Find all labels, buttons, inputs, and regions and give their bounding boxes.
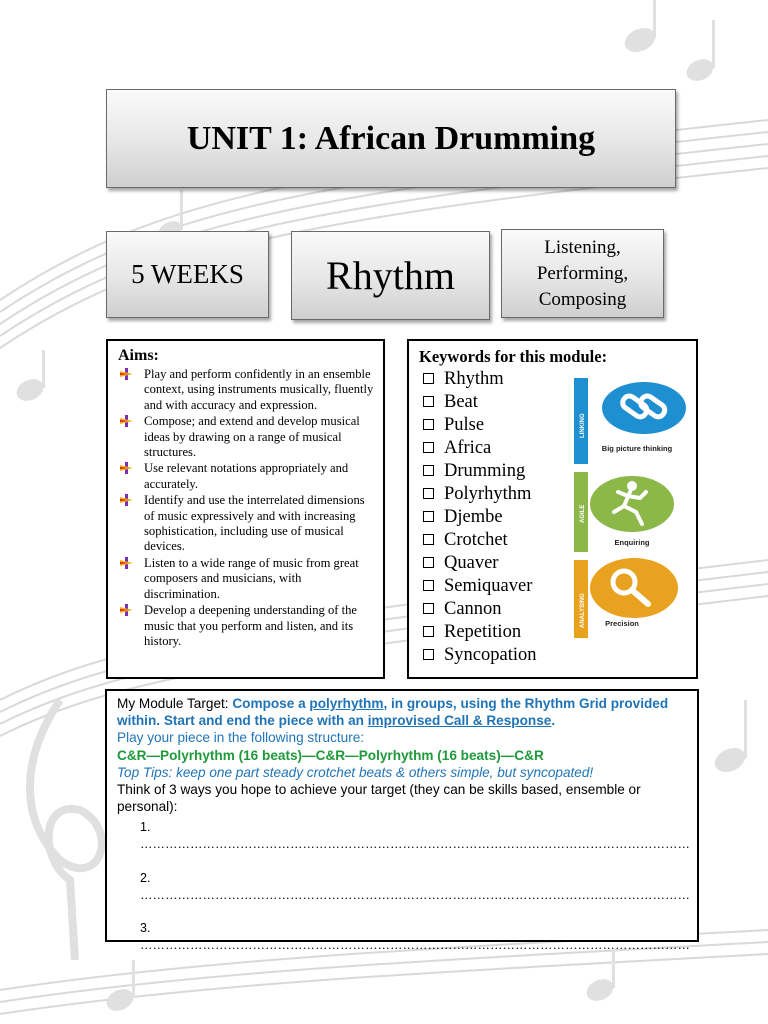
- keywords-panel: [407, 339, 698, 679]
- keyword-item: Crotchet: [444, 529, 686, 552]
- answer-line-1[interactable]: 1.……………………………………………………………………………………………………………………: [140, 820, 690, 852]
- target-label: My Module Target:: [117, 696, 229, 711]
- skill-performing: Performing,: [536, 262, 629, 284]
- aim-item: Compose; and extend and develop musical ideas by drawing on a range of musical structures.: [144, 414, 375, 460]
- checkbox-icon: [423, 534, 434, 545]
- duration-label: 5 WEEKS: [131, 259, 244, 289]
- duration-box: [106, 231, 269, 318]
- structure-pattern: C&R—Polyrhythm (16 beats)—C&R—Polyrhythm (16 beats)—C&R: [117, 747, 544, 763]
- skill-composing: Composing: [538, 288, 627, 310]
- keyword-item: Djembe: [444, 506, 686, 529]
- unit-title-box: [106, 89, 676, 188]
- checkbox-icon: [423, 419, 434, 430]
- agile-label: AGILE: [580, 504, 586, 523]
- answer-line-3[interactable]: 3.……………………………………………………………………………………………………………………: [140, 921, 690, 953]
- agile-caption: Enquiring: [614, 538, 650, 547]
- checkbox-icon: [423, 488, 434, 499]
- arrow-bullet-icon: [120, 462, 134, 474]
- arrow-bullet-icon: [120, 368, 134, 380]
- target-prompt: Think of 3 ways you hope to achieve your target (they can be skills based, ensemble or personal):: [117, 782, 641, 815]
- aims-panel: [106, 339, 385, 679]
- keyword-item: Africa: [444, 437, 686, 460]
- keyword-item: Polyrhythm: [444, 483, 686, 506]
- focus-box: [291, 231, 490, 320]
- analysing-label: ANALYSING: [580, 593, 586, 628]
- skills-box: [501, 229, 664, 318]
- call-response-link: improvised Call & Response: [367, 713, 552, 729]
- aims-heading: Aims:: [118, 347, 159, 364]
- arrow-bullet-icon: [120, 494, 134, 506]
- aim-item: Identify and use the interrelated dimensions of music expressively and with increasing sophistication, including use of musical devices.: [144, 493, 375, 555]
- keyword-item: Beat: [444, 391, 686, 414]
- keyword-item: Drumming: [444, 460, 686, 483]
- module-target-panel: [105, 689, 699, 953]
- checkbox-icon: [423, 511, 434, 522]
- aim-item: Play and perform confidently in an ensemble context, using instruments musically, fluently and with accuracy and expression.: [144, 367, 375, 413]
- checkbox-icon: [423, 557, 434, 568]
- keyword-item: Quaver: [444, 552, 686, 575]
- checkbox-icon: [423, 442, 434, 453]
- linking-caption: Big picture thinking: [601, 444, 673, 453]
- arrow-bullet-icon: [120, 557, 134, 569]
- keyword-item: Semiquaver: [444, 575, 686, 598]
- checkbox-icon: [423, 649, 434, 660]
- keywords-heading: Keywords for this module:: [419, 347, 608, 366]
- analysing-caption: Precision: [605, 619, 639, 628]
- aim-item: Develop a deepening understanding of the music that you perform and listen, and its history.: [144, 603, 375, 649]
- arrow-bullet-icon: [120, 604, 134, 616]
- keyword-item: Cannon: [444, 598, 686, 621]
- target-statement: My Module Target: Compose a polyrhythm, in groups, using the Rhythm Grid provided within. Start and end the piece with an improvised Call & Response.: [117, 696, 669, 729]
- aim-item: Listen to a wide range of music from great composers and musicians, with discrimination.: [144, 556, 375, 602]
- checkbox-icon: [423, 626, 434, 637]
- unit-title: UNIT 1: African Drumming: [186, 119, 596, 157]
- top-tips: Top Tips: keep one part steady crotchet beats & others simple, but syncopated!: [117, 764, 594, 780]
- aims-list: [118, 367, 375, 649]
- aim-item: Use relevant notations appropriately and accurately.: [144, 461, 375, 492]
- structure-intro: Play your piece in the following structure:: [117, 730, 365, 746]
- checkbox-icon: [423, 603, 434, 614]
- checkbox-icon: [423, 373, 434, 384]
- answer-line-2[interactable]: 2.……………………………………………………………………………………………………………………: [140, 871, 690, 903]
- checkbox-icon: [423, 580, 434, 591]
- keyword-item: Syncopation: [444, 644, 686, 667]
- keyword-item: Rhythm: [444, 368, 686, 391]
- polyrhythm-link: polyrhythm: [309, 696, 384, 711]
- checkbox-icon: [423, 465, 434, 476]
- focus-label: Rhythm: [326, 253, 455, 298]
- arrow-bullet-icon: [120, 415, 134, 427]
- checkbox-icon: [423, 396, 434, 407]
- keyword-item: Pulse: [444, 414, 686, 437]
- linking-label: LINKING: [580, 413, 586, 438]
- skill-listening: Listening,: [544, 236, 621, 258]
- learning-habits-graphic: [574, 378, 690, 638]
- keyword-item: Repetition: [444, 621, 686, 644]
